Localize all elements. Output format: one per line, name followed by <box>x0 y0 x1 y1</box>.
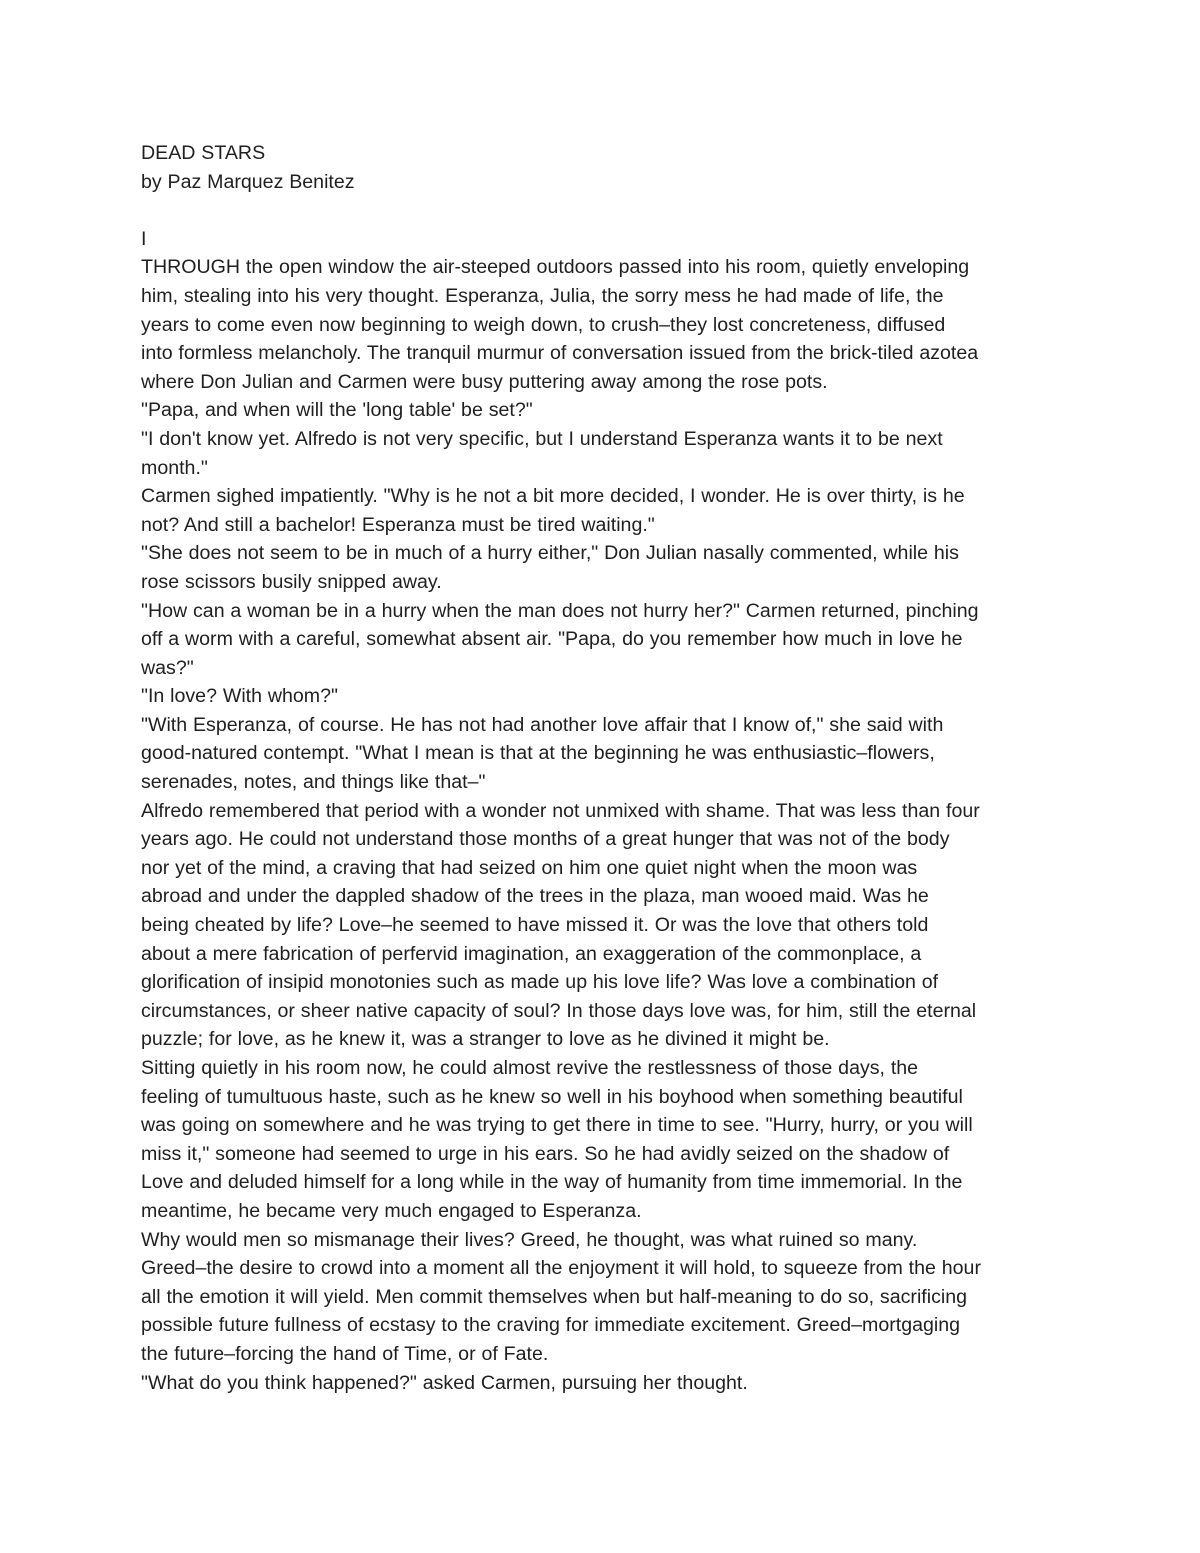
paragraph <box>141 1226 1066 1369</box>
text-line: was?" <box>141 656 194 679</box>
text-line: "What do you think happened?" asked Carmen, pursuing her thought. <box>141 1371 748 1394</box>
paragraph <box>141 396 1066 425</box>
text-line: glorification of insipid monotonies such as made up his love life? Was love a combination of <box>141 971 939 994</box>
text-line: "How can a woman be in a hurry when the man does not hurry her?" Carmen returned, pinching <box>141 599 979 622</box>
text-line: "She does not seem to be in much of a hurry either," Don Julian nasally commented, while his <box>141 542 959 565</box>
text-line: all the emotion it will yield. Men commit themselves when but half-meaning to do so, sacrificing <box>141 1285 968 1308</box>
text-line: THROUGH the open window the air-steeped outdoors passed into his room, quietly enveloping <box>141 256 970 279</box>
text-line: Love and deluded himself for a long while in the way of humanity from time immemorial. In the <box>141 1171 963 1194</box>
paragraph <box>141 539 1066 596</box>
text-line: Carmen sighed impatiently. "Why is he not a bit more decided, I wonder. He is over thirty, is he <box>141 485 965 508</box>
text-line: the future–forcing the hand of Time, or of Fate. <box>141 1342 549 1365</box>
text-line: off a worm with a careful, somewhat absent air. "Papa, do you remember how much in love he <box>141 628 963 651</box>
text-line: years ago. He could not understand those months of a great hunger that was not of the body <box>141 828 950 851</box>
text-line: Greed–the desire to crowd into a moment all the enjoyment it will hold, to squeeze from the hour <box>141 1257 981 1280</box>
paragraph <box>141 482 1066 539</box>
text-line: meantime, he became very much engaged to Esperanza. <box>141 1199 642 1222</box>
text-line: him, stealing into his very thought. Esperanza, Julia, the sorry mess he had made of life, the <box>141 284 944 307</box>
document-body <box>141 139 1066 1397</box>
paragraph <box>141 711 1066 797</box>
paragraph-list <box>141 253 1066 1397</box>
paragraph <box>141 597 1066 683</box>
text-line: "With Esperanza, of course. He has not had another love affair that I know of," she said with <box>141 713 944 736</box>
text-line: feeling of tumultuous haste, such as he knew so well in his boyhood when something beautiful <box>141 1085 963 1108</box>
paragraph <box>141 425 1066 482</box>
text-line: Alfredo remembered that period with a wonder not unmixed with shame. That was less than four <box>141 799 980 822</box>
text-line: nor yet of the mind, a craving that had seized on him one quiet night when the moon was <box>141 856 918 879</box>
section-number: I <box>141 227 147 250</box>
text-line: possible future fullness of ecstasy to the craving for immediate excitement. Greed–mortgaging <box>141 1314 961 1337</box>
paragraph <box>141 682 1066 711</box>
paragraph <box>141 1054 1066 1226</box>
text-line: "I don't know yet. Alfredo is not very specific, but I understand Esperanza wants it to be next <box>141 427 943 450</box>
paragraph <box>141 797 1066 1054</box>
text-line: abroad and under the dappled shadow of the trees in the plaza, man wooed maid. Was he <box>141 885 929 908</box>
text-line: being cheated by life? Love–he seemed to have missed it. Or was the love that others told <box>141 914 929 937</box>
blank-line <box>141 196 1066 225</box>
text-line: good-natured contempt. "What I mean is that at the beginning he was enthusiastic–flowers, <box>141 742 935 765</box>
paragraph <box>141 253 1066 396</box>
text-line: month." <box>141 456 208 479</box>
document-byline: by Paz Marquez Benitez <box>141 170 355 193</box>
text-line: years to come even now beginning to weigh down, to crush–they lost concreteness, diffused <box>141 313 946 336</box>
text-line: into formless melancholy. The tranquil murmur of conversation issued from the brick-tiled azotea <box>141 342 979 365</box>
text-line: circumstances, or sheer native capacity of soul? In those days love was, for him, still the eternal <box>141 999 977 1022</box>
text-line: was going on somewhere and he was trying to get there in time to see. "Hurry, hurry, or you will <box>141 1114 973 1137</box>
document-title: DEAD STARS <box>141 142 266 164</box>
text-line: puzzle; for love, as he knew it, was a stranger to love as he divined it might be. <box>141 1028 830 1051</box>
text-line: "In love? With whom?" <box>141 685 338 708</box>
text-line: where Don Julian and Carmen were busy puttering away among the rose pots. <box>141 370 828 393</box>
text-line: miss it," someone had seemed to urge in his ears. So he had avidly seized on the shadow of <box>141 1142 950 1165</box>
text-line: rose scissors busily snipped away. <box>141 570 442 593</box>
text-line: not? And still a bachelor! Esperanza must be tired waiting." <box>141 513 655 536</box>
text-line: "Papa, and when will the 'long table' be set?" <box>141 399 533 422</box>
text-line: Why would men so mismanage their lives? Greed, he thought, was what ruined so many. <box>141 1228 918 1251</box>
paragraph <box>141 1369 1066 1398</box>
text-line: serenades, notes, and things like that–" <box>141 771 486 794</box>
text-line: Sitting quietly in his room now, he could almost revive the restlessness of those days, the <box>141 1057 919 1079</box>
text-line: about a mere fabrication of perfervid imagination, an exaggeration of the commonplace, a <box>141 942 922 965</box>
